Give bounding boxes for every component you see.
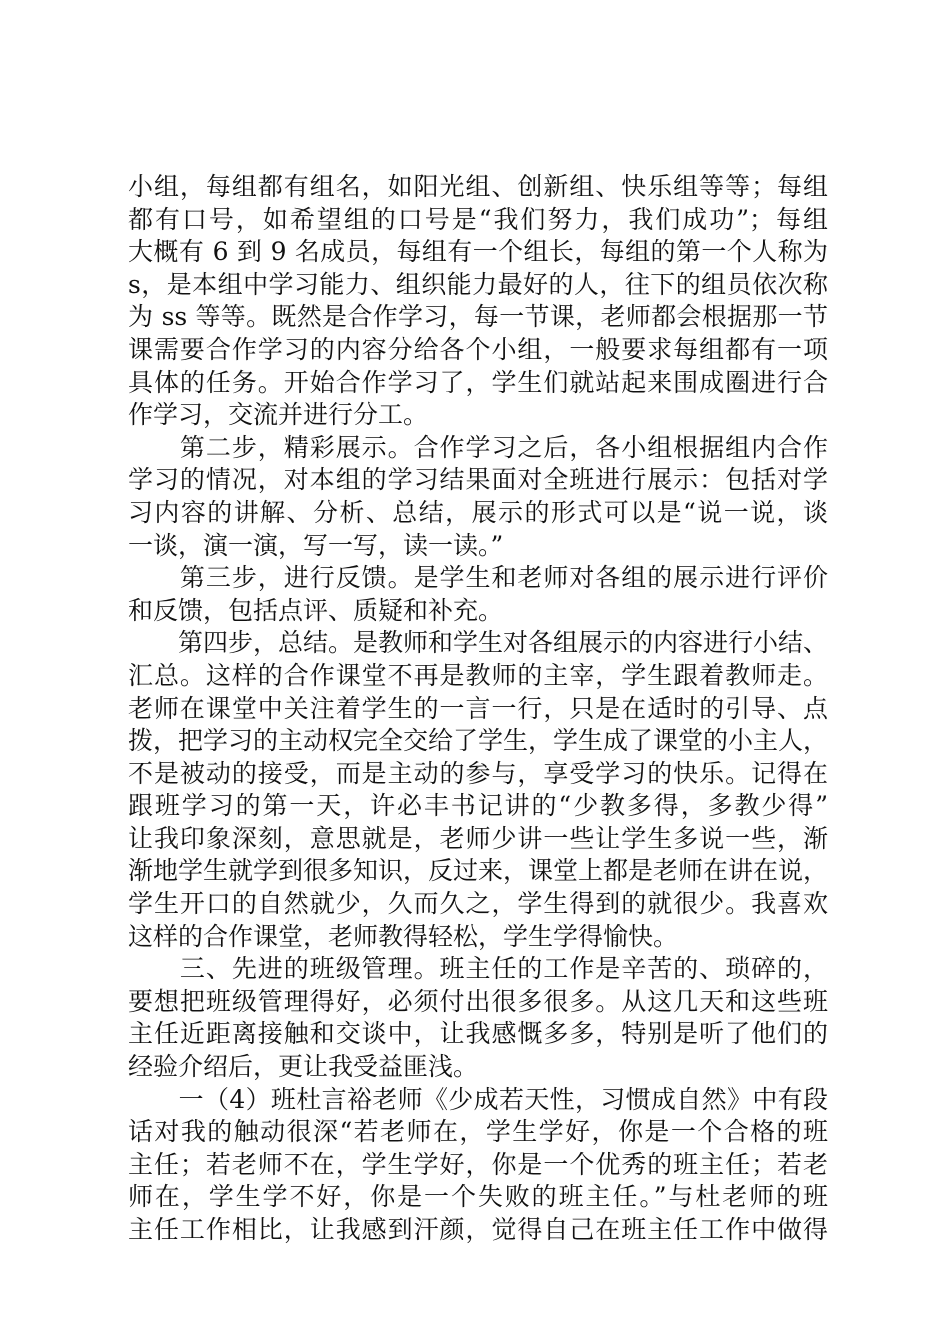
text-line: s，是本组中学习能力、组织能力最好的人，往下的组员依次称 [128,269,828,299]
text-line: 主任近距离接触和交谈中，让我感慨多多，特别是听了他们的 [128,1019,828,1049]
text-line: 话对我的触动很深“若老师在，学生学好，你是一个合格的班 [128,1117,828,1147]
text-line: 师在，学生学不好，你是一个失败的班主任。”与杜老师的班 [128,1182,828,1212]
text-line: 汇总。这样的合作课堂不再是教师的主宰，学生跟着教师走。 [128,660,828,690]
text-line: 第二步，精彩展示。合作学习之后，各小组根据组内合作 [128,432,828,462]
text-line: 主任；若老师不在，学生学好，你是一个优秀的班主任；若老 [128,1149,828,1179]
text-line: 都有口号，如希望组的口号是“我们努力，我们成功”；每组 [128,204,828,234]
text-line: 课需要合作学习的内容分给各个小组，一般要求每组都有一项 [128,334,828,364]
text-line: 具体的任务。开始合作学习了，学生们就站起来围成圈进行合 [128,367,828,397]
text-line: 不是被动的接受，而是主动的参与，享受学习的快乐。记得在 [128,758,828,788]
text-line: 要想把班级管理得好，必须付出很多很多。从这几天和这些班 [128,986,828,1016]
text-line: 经验介绍后，更让我受益匪浅。 [128,1052,479,1082]
text-line: 小组，每组都有组名，如阳光组、创新组、快乐组等等；每组 [128,172,828,201]
text-line: 这样的合作课堂，老师教得轻松，学生学得愉快。 [128,921,679,951]
document-body [128,171,828,1247]
text-line: 第四步，总结。是教师和学生对各组展示的内容进行小结、 [128,628,829,658]
text-line: 和反馈，包括点评、质疑和补充。 [128,595,504,625]
text-line: 大概有 6 到 9 名成员，每组有一个组长，每组的第一个人称为 [128,237,828,267]
text-line: 学习的情况，对本组的学习结果面对全班进行展示：包括对学 [128,465,828,495]
text-line: 一（4）班杜言裕老师《少成若天性，习惯成自然》中有段 [128,1084,828,1114]
text-line: 主任工作相比，让我感到汗颜，觉得自己在班主任工作中做得 [128,1215,828,1244]
text-line: 第三步，进行反馈。是学生和老师对各组的展示进行评价 [128,563,828,593]
text-line: 为 ss 等等。既然是合作学习，每一节课，老师都会根据那一节 [128,302,828,332]
text-line: 一谈，演一演，写一写，读一读。” [128,530,504,560]
text-line: 渐地学生就学到很多知识，反过来，课堂上都是老师在讲在说， [128,856,829,886]
text-line: 老师在课堂中关注着学生的一言一行，只是在适时的引导、点 [128,693,828,723]
text-line: 让我印象深刻，意思就是，老师少讲一些让学生多说一些，渐 [128,823,828,853]
text-line: 三、先进的班级管理。班主任的工作是辛苦的、琐碎的， [128,954,828,984]
text-line: 拨，把学习的主动权完全交给了学生，学生成了课堂的小主人， [128,726,829,756]
text-line: 作学习，交流并进行分工。 [128,400,429,430]
text-line: 跟班学习的第一天，许必丰书记讲的“少教多得，多教少得” [128,791,828,821]
text-line: 学生开口的自然就少，久而久之，学生得到的就很少。我喜欢 [128,889,828,919]
text-line: 习内容的讲解、分析、总结，展示的形式可以是“说一说，谈 [128,497,828,527]
